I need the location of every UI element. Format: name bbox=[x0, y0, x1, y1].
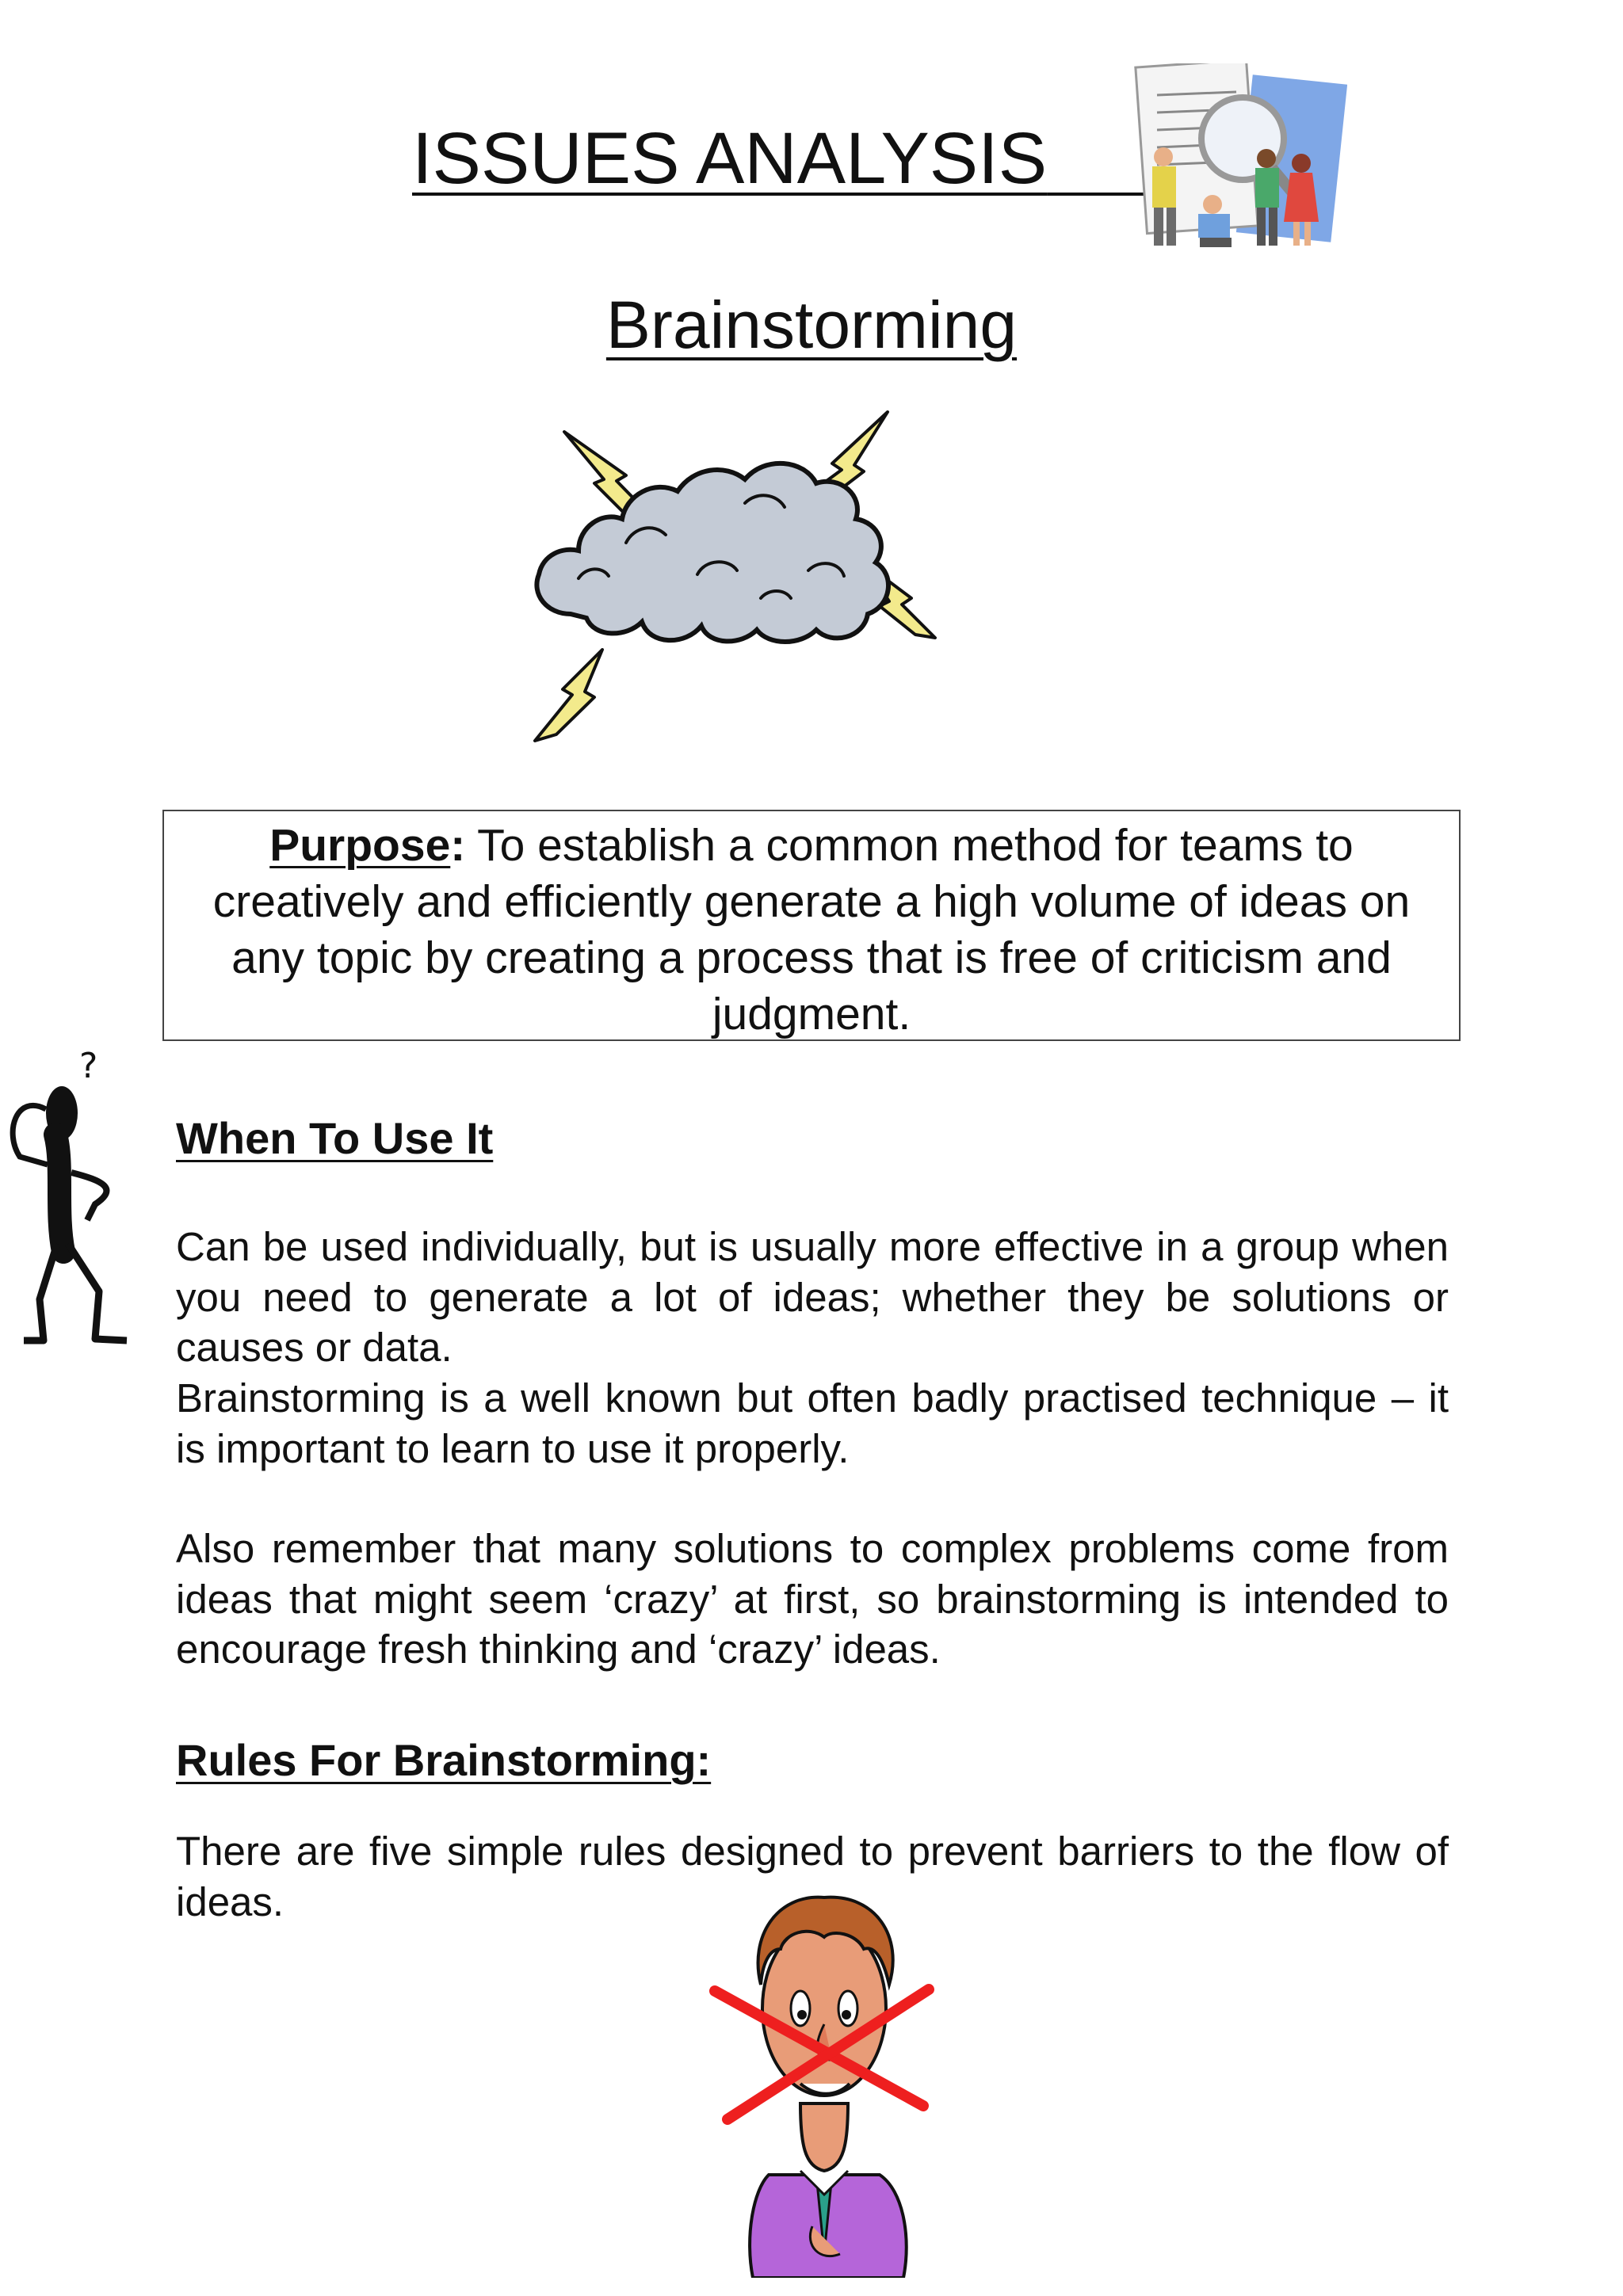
when-to-use-paragraph-3: Also remember that many solutions to complex problems come from ideas that might seem ‘crazy’ at first, so brainstorming is intended to encourage fresh thinking and ‘crazy’ ideas. bbox=[176, 1526, 1449, 1672]
thinking-figure-clipart bbox=[0, 1046, 143, 1351]
purpose-box: Purpose: To establish a common method for teams to creatively and efficiently generate a high volume of ideas on any topic by creating a process that is free of criticism and judgment. bbox=[162, 810, 1461, 1041]
rules-intro: There are five simple rules designed to prevent barriers to the flow of ideas. bbox=[176, 1829, 1449, 1924]
analysis-team-clipart bbox=[1125, 63, 1347, 261]
page-subtitle: Brainstorming bbox=[605, 288, 1018, 362]
no-criticism-man-clipart bbox=[705, 1890, 943, 2278]
when-to-use-paragraph-1: Can be used individually, but is usually more effective in a group when you need to generate a lot of ideas; whether they be solutions or causes or data. bbox=[176, 1224, 1449, 1370]
purpose-label: Purpose bbox=[269, 820, 451, 871]
purpose-text: To establish a common method for teams to creatively and efficiently generate a high volume of ideas on any topic by creating a process that is free of criticism and judgment. bbox=[212, 820, 1411, 1039]
when-to-use-heading: When To Use It bbox=[176, 1113, 494, 1163]
storm-cloud-clipart bbox=[515, 408, 943, 749]
page-title: ISSUES ANALYSIS bbox=[412, 118, 1048, 199]
svg-text:?: ? bbox=[79, 1046, 98, 1086]
rules-heading: Rules For Brainstorming: bbox=[176, 1735, 712, 1785]
when-to-use-paragraph-2: Brainstorming is a well known but often badly practised technique – it is important to learn to use it properly. bbox=[176, 1375, 1449, 1471]
